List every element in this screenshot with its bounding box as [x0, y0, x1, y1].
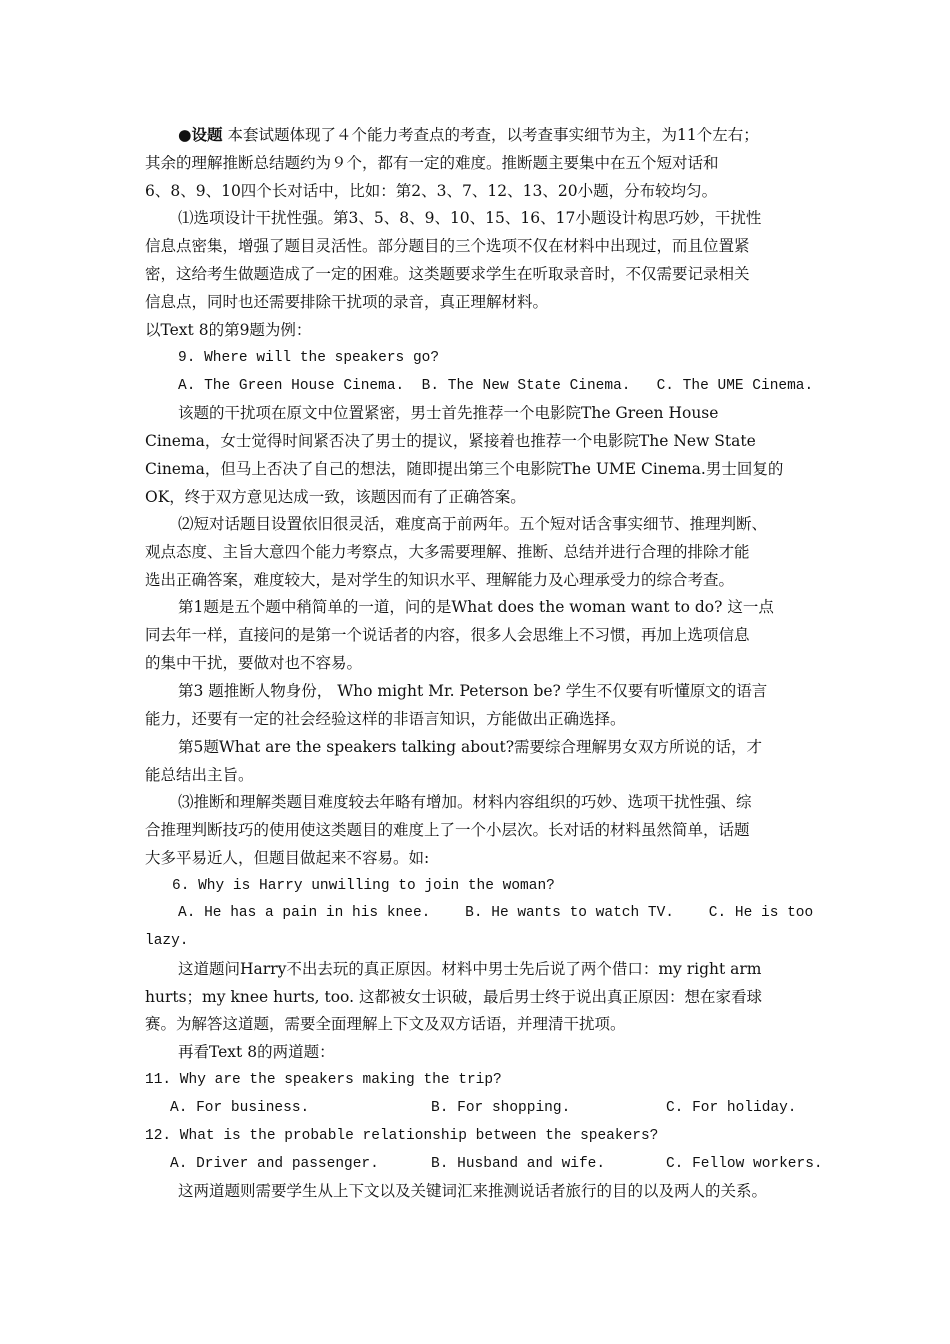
point3-line-2: 合推理判断技巧的使用使这类题目的难度上了一个小层次。长对话的材料虽然简单，话题: [145, 821, 750, 839]
q9-explanation-2: Cinema，女士觉得时间紧否决了男士的提议，紧接着也推荐一个电影院The New State: [145, 432, 756, 450]
question-6: 6. Why is Harry unwilling to join the woman?: [172, 878, 555, 894]
q6-explanation-3: 赛。为解答这道题，需要全面理解上下文及双方话语，并理清干扰项。: [145, 1015, 626, 1033]
question-11-options: A. For business. B. For shopping. C. For holiday.: [170, 1100, 797, 1116]
text8-intro: 再看Text 8的两道题：: [178, 1043, 335, 1061]
q5-line-2: 能总结出主旨。: [145, 766, 254, 784]
point3-line-3: 大多平易近人，但题目做起来不容易。如:: [145, 849, 430, 867]
point1-line-3: 密，这给考生做题造成了一定的困难。这类题要求学生在听取录音时，不仅需要记录相关: [145, 265, 750, 283]
example-intro: 以Text 8的第9题为例：: [145, 321, 312, 339]
q3-line-2: 能力，还要有一定的社会经验这样的非语言知识，方能做出正确选择。: [145, 710, 626, 728]
question-9: 9. Where will the speakers go?: [178, 350, 440, 366]
q9-explanation-1: 该题的干扰项在原文中位置紧密，男士首先推荐一个电影院The Green House: [178, 404, 719, 422]
question-11: 11. Why are the speakers making the trip?: [145, 1072, 502, 1088]
intro-line-1: ●设题 本套试题体现了４个能力考查点的考查，以考查事实细节为主，为11个左右；: [178, 125, 759, 144]
q9-explanation-4: OK，终于双方意见达成一致，该题因而有了正确答案。: [145, 488, 526, 506]
question-12-options: A. Driver and passenger. B. Husband and wife. C. Fellow workers.: [170, 1156, 823, 1172]
intro-line-3: 6、8、9、10四个长对话中，比如：第2、3、7、12、13、20小题，分布较均匀。: [145, 182, 718, 200]
point2-line-1: ⑵短对话题目设置依旧很灵活，难度高于前两年。五个短对话含事实细节、推理判断、: [178, 515, 768, 533]
point1-line-2: 信息点密集，增强了题目灵活性。部分题目的三个选项不仅在材料中出现过，而且位置紧: [145, 237, 750, 255]
q6-explanation-2: hurts；my knee hurts, too. 这都被女士识破，最后男士终于说出真正原因：想在家看球: [145, 988, 762, 1006]
question-6-options-cont: lazy.: [145, 933, 189, 949]
q9-explanation-3: Cinema，但马上否决了自己的想法，随即提出第三个电影院The UME Cinema.男士回复的: [145, 460, 784, 478]
point1-line-4: 信息点，同时也还需要排除干扰项的录音，真正理解材料。: [145, 293, 549, 311]
question-9-options: A. The Green House Cinema. B. The New State Cinema. C. The UME Cinema.: [178, 378, 814, 394]
bullet: ●: [178, 125, 192, 144]
point1-line-1: ⑴选项设计干扰性强。第3、5、8、9、10、15、16、17小题设计构思巧妙，干扰性: [178, 209, 762, 227]
q1-line-2: 同去年一样，直接问的是第一个说话者的内容，很多人会思维上不习惯，再加上选项信息: [145, 626, 750, 644]
point2-line-3: 选出正确答案，难度较大，是对学生的知识水平、理解能力及心理承受力的综合考查。: [145, 571, 735, 589]
question-12: 12. What is the probable relationship between the speakers?: [145, 1128, 659, 1144]
q1-line-1: 第1题是五个题中稍简单的一道，问的是What does the woman want to do? 这一点: [178, 598, 774, 616]
q6-explanation-1: 这道题问Harry不出去玩的真正原因。材料中男士先后说了两个借口：my right arm: [178, 960, 762, 978]
point3-line-1: ⑶推断和理解类题目难度较去年略有增加。材料内容组织的巧妙、选项干扰性强、综: [178, 793, 752, 811]
question-6-options: A. He has a pain in his knee. B. He wants to watch TV. C. He is too: [178, 905, 814, 921]
intro-line-2: 其余的理解推断总结题约为９个，都有一定的难度。推断题主要集中在五个短对话和: [145, 154, 719, 172]
point2-line-2: 观点态度、主旨大意四个能力考察点，大多需要理解、推断、总结并进行合理的排除才能: [145, 543, 750, 561]
q1-line-3: 的集中干扰，要做对也不容易。: [145, 654, 363, 672]
closing-line: 这两道题则需要学生从上下文以及关键词汇来推测说话者旅行的目的以及两人的关系。: [178, 1182, 768, 1200]
section-heading: 设题: [191, 125, 223, 144]
q5-line-1: 第5题What are the speakers talking about?需要综合理解男女双方所说的话，才: [178, 738, 763, 756]
q3-line-1: 第3 题推断人物身份， Who might Mr. Peterson be? 学生不仅要有听懂原文的语言: [178, 682, 768, 700]
